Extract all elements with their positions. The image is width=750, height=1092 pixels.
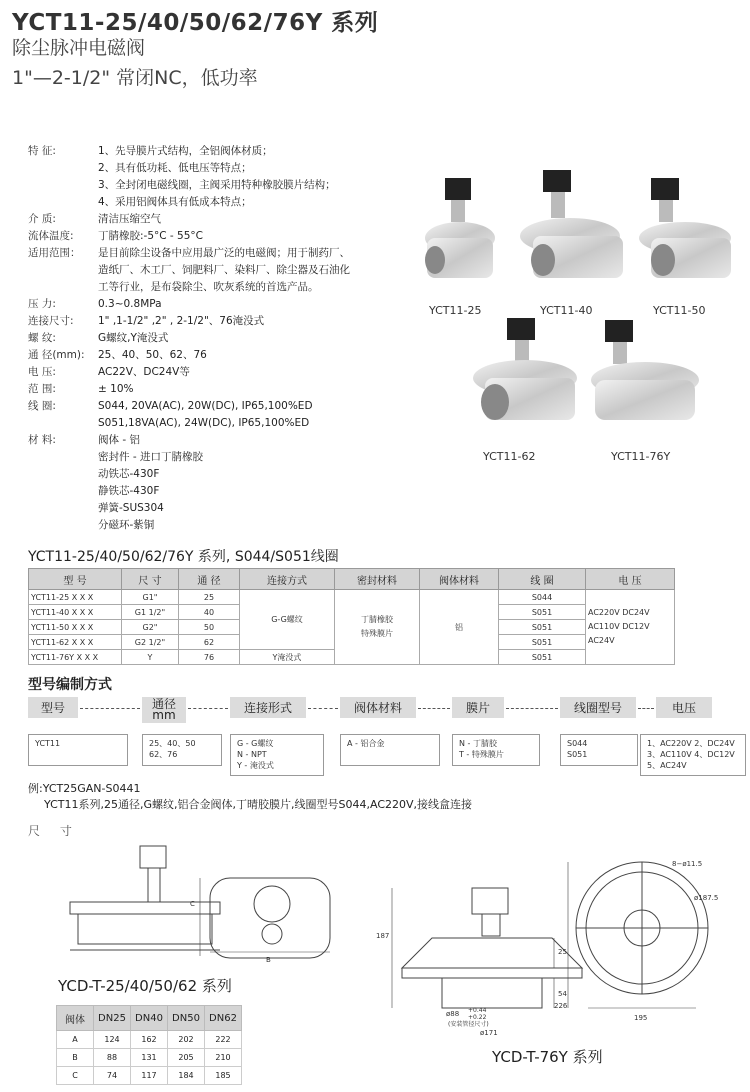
dim-header-cell: DN40: [131, 1006, 168, 1031]
code-value-line: N - 丁腈胶: [459, 739, 497, 748]
feature-value: ± 10%: [98, 383, 134, 395]
spec-seal-0: 丁腈橡胶: [361, 615, 393, 624]
feature-row: [28, 330, 350, 347]
spec-size: G2 1/2": [122, 635, 179, 650]
dim-label-tol-lower: +0.22: [468, 1014, 487, 1021]
code-value-line: 5、AC24V: [647, 761, 687, 770]
feature-key: 压 力:: [28, 298, 56, 310]
dim-label-tol-upper: +0.44: [468, 1007, 487, 1014]
dim-cell: 205: [168, 1049, 205, 1067]
dim-label-note: (安装管径尺寸): [448, 1021, 489, 1028]
spec-size: G2": [122, 620, 179, 635]
dim-cell: A: [57, 1031, 94, 1049]
feature-value: 3、全封闭电磁线圈，主阀采用特种橡胶膜片结构；: [98, 179, 336, 191]
dim-label-195: 195: [634, 1014, 648, 1022]
table-row: [57, 1031, 242, 1049]
feature-key: [28, 262, 98, 279]
dim-cell: 162: [131, 1031, 168, 1049]
code-value-coil: [560, 734, 638, 766]
spec-voltage: [586, 590, 675, 665]
feature-row: [28, 279, 350, 296]
code-connector: [80, 708, 140, 709]
feature-key: [28, 466, 98, 483]
feature-value: 工等行业，是布袋除尘、吹灰系统的首选产品。: [98, 281, 319, 293]
feature-key: 流体温度:: [28, 230, 74, 242]
feature-row: [28, 398, 350, 415]
feature-value: 25、40、50、62、76: [98, 349, 207, 361]
example-description: YCT11系列,25通径,G螺纹,铝合金阀体,丁晴胶膜片,线圈型号S044,AC220V,接线盒连接: [44, 798, 473, 811]
code-value-body: [340, 734, 440, 766]
feature-key: [28, 449, 98, 466]
feature-value: 1" ,1-1/2" ,2" , 2-1/2"、76淹没式: [98, 315, 265, 327]
spec-table-title: YCT11-25/40/50/62/76Y 系列, S044/S051线圈: [28, 549, 339, 565]
feature-value: 弹簧-SUS304: [98, 502, 164, 514]
dim-label-171: ø171: [480, 1029, 498, 1037]
code-value-line: Y - 淹没式: [237, 761, 274, 770]
feature-row: [28, 347, 350, 364]
dim-cell: 88: [94, 1049, 131, 1067]
feature-key: 电 压:: [28, 366, 56, 378]
spec-header-cell: 尺 寸: [122, 569, 179, 590]
valve-photo-76y: [591, 320, 699, 420]
code-connector: [188, 708, 228, 709]
spec-connection-y: Y淹没式: [240, 650, 335, 665]
dim-header-cell: 阀体: [57, 1006, 94, 1031]
spec-coil: S051: [499, 635, 586, 650]
series-label-76y: YCD-T-76Y 系列: [492, 1048, 603, 1066]
code-header-diaphragm: 膜片: [452, 697, 504, 718]
feature-row: [28, 432, 350, 449]
table-row: [57, 1067, 242, 1085]
spec-voltage-2: AC24V: [588, 636, 615, 645]
feature-row: [28, 262, 350, 279]
spec-bore: 40: [179, 605, 240, 620]
feature-key: 线 圈:: [28, 400, 56, 412]
dim-cell: 124: [94, 1031, 131, 1049]
feature-row: [28, 296, 350, 313]
example-code: 例:YCT25GAN-S0441: [28, 782, 141, 795]
code-value-line: 3、AC110V 4、DC12V: [647, 750, 735, 759]
spec-header-cell: 电 压: [586, 569, 675, 590]
dim-label-187: 187: [376, 932, 390, 940]
dim-cell: 185: [205, 1067, 242, 1085]
feature-value: 清洁压缩空气: [98, 213, 161, 225]
dim-label-pcd: ø187.5: [694, 894, 719, 902]
feature-row: [28, 381, 350, 398]
spec-voltage-1: AC110V DC12V: [588, 622, 650, 631]
feature-row: [28, 143, 350, 160]
code-header-connection: 连接形式: [230, 697, 306, 718]
feature-key: 特 征:: [28, 145, 56, 157]
subtitle-size: 1"—2-1/2" 常闭NC，低功率: [12, 67, 258, 89]
subtitle-product: 除尘脉冲电磁阀: [12, 37, 146, 59]
feature-key: [28, 194, 98, 211]
dim-cell: B: [57, 1049, 94, 1067]
feature-row: [28, 483, 350, 500]
code-value-line: 25、40、50: [149, 739, 196, 748]
feature-value: S044, 20VA(AC), 20W(DC), IP65,100%ED: [98, 400, 313, 412]
feature-value: 是目前除尘设备中应用最广泛的电磁阀；用于制药厂、: [98, 247, 350, 259]
spec-seal: [335, 590, 420, 665]
feature-key: 通 径(mm):: [28, 349, 85, 361]
feature-row: [28, 415, 350, 432]
spec-coil: S051: [499, 650, 586, 665]
product-label-1: YCT11-40: [540, 304, 593, 317]
spec-coil: S051: [499, 620, 586, 635]
feature-value: 2、具有低功耗、低电压等特点；: [98, 162, 252, 174]
model-code-title: 型号编制方式: [28, 677, 112, 693]
dim-cell: 210: [205, 1049, 242, 1067]
code-connector: [638, 708, 654, 709]
code-value-line: YCT11: [35, 739, 61, 748]
dim-label-226: 226: [554, 1002, 568, 1010]
feature-key: [28, 160, 98, 177]
feature-row: [28, 211, 350, 228]
table-row: [29, 590, 675, 605]
dimension-drawing-25-62: [40, 838, 340, 970]
feature-row: [28, 364, 350, 381]
feature-key: [28, 500, 98, 517]
feature-value: 1、先导膜片式结构，全铝阀体材质；: [98, 145, 273, 157]
code-connector: [308, 708, 338, 709]
spec-size: G1": [122, 590, 179, 605]
dimension-table: [56, 1005, 242, 1085]
feature-key: [28, 415, 98, 432]
dim-label-25: 25: [558, 948, 567, 956]
feature-list: [28, 143, 350, 534]
spec-size: Y: [122, 650, 179, 665]
code-value-line: S044: [567, 739, 588, 748]
valve-photo-62: [473, 318, 577, 420]
spec-header-cell: 连接方式: [240, 569, 335, 590]
code-value-diaphragm: [452, 734, 540, 766]
feature-row: [28, 177, 350, 194]
feature-value: 静铁芯-430F: [98, 485, 160, 497]
spec-model: YCT11-25 X X X: [29, 590, 122, 605]
feature-value: 分磁环-紫铜: [98, 519, 155, 531]
feature-row: [28, 245, 350, 262]
spec-table: [28, 568, 675, 665]
dim-label-holes: 8−ø11.5: [672, 860, 703, 868]
code-header-voltage: 电压: [656, 697, 712, 718]
feature-value: 阀体 - 铝: [98, 434, 140, 446]
code-value-connection: [230, 734, 324, 776]
dim-cell: 222: [205, 1031, 242, 1049]
dim-label-c: C: [190, 900, 195, 908]
spec-header-cell: 阀体材料: [420, 569, 499, 590]
feature-row: [28, 466, 350, 483]
spec-body: 铝: [420, 590, 499, 665]
product-label-3: YCT11-62: [483, 450, 536, 463]
spec-header-cell: 型 号: [29, 569, 122, 590]
code-value-line: S051: [567, 750, 588, 759]
spec-size: G1 1/2": [122, 605, 179, 620]
feature-value: S051,18VA(AC), 24W(DC), IP65,100%ED: [98, 417, 310, 429]
code-value-line: T - 特殊膜片: [459, 750, 504, 759]
feature-row: [28, 313, 350, 330]
feature-value: 丁腈橡胶:-5°C - 55°C: [98, 230, 203, 242]
dim-cell: 202: [168, 1031, 205, 1049]
spec-model: YCT11-40 X X X: [29, 605, 122, 620]
code-value-line: G - G螺纹: [237, 739, 274, 748]
feature-key: 连接尺寸:: [28, 315, 74, 327]
feature-value: 动铁芯-430F: [98, 468, 160, 480]
code-value-line: 62、76: [149, 750, 178, 759]
table-row: [57, 1049, 242, 1067]
product-photos: [415, 168, 745, 468]
code-header-bore-unit: mm: [152, 708, 176, 722]
code-header-bore-label: 通径: [151, 697, 176, 711]
dim-label-88: ø88: [446, 1010, 460, 1018]
feature-value: 4、采用铝阀体具有低成本特点；: [98, 196, 252, 208]
code-connector: [418, 708, 450, 709]
dim-cell: 74: [94, 1067, 131, 1085]
spec-model: YCT11-62 X X X: [29, 635, 122, 650]
valve-photo-40: [520, 170, 623, 278]
valve-photo-25: [425, 178, 495, 278]
dim-label-54: 54: [558, 990, 567, 998]
code-value-line: 1、AC220V 2、DC24V: [647, 739, 735, 748]
spec-header-cell: 密封材料: [335, 569, 420, 590]
code-header-coil: 线圈型号: [560, 697, 636, 718]
spec-seal-1: 特殊膜片: [361, 629, 393, 638]
feature-row: [28, 449, 350, 466]
spec-voltage-0: AC220V DC24V: [588, 608, 650, 617]
feature-row: [28, 160, 350, 177]
code-value-model: [28, 734, 128, 766]
spec-coil: S051: [499, 605, 586, 620]
spec-header-cell: 线 圈: [499, 569, 586, 590]
code-value-bore: [142, 734, 222, 766]
dim-cell: 117: [131, 1067, 168, 1085]
spec-header-cell: 通 径: [179, 569, 240, 590]
dim-header-cell: DN62: [205, 1006, 242, 1031]
feature-key: [28, 483, 98, 500]
feature-key: [28, 279, 98, 296]
dim-cell: 131: [131, 1049, 168, 1067]
spec-bore: 76: [179, 650, 240, 665]
product-label-0: YCT11-25: [429, 304, 482, 317]
feature-key: 螺 纹:: [28, 332, 56, 344]
code-header-model: 型号: [28, 697, 78, 718]
feature-value: AC22V、DC24V等: [98, 366, 190, 378]
code-connector: [506, 708, 558, 709]
feature-row: [28, 228, 350, 245]
spec-bore: 62: [179, 635, 240, 650]
feature-row: [28, 194, 350, 211]
feature-key: 范 围:: [28, 383, 56, 395]
feature-value: 0.3~0.8MPa: [98, 298, 162, 310]
code-header-body: 阀体材料: [340, 697, 416, 718]
code-value-line: A - 铝合金: [347, 739, 385, 748]
dim-cell: C: [57, 1067, 94, 1085]
valve-photo-50: [639, 178, 731, 278]
spec-coil: S044: [499, 590, 586, 605]
feature-key: 适用范围：: [28, 247, 81, 259]
product-label-2: YCT11-50: [653, 304, 706, 317]
spec-bore: 25: [179, 590, 240, 605]
code-header-bore: [142, 697, 186, 723]
dimension-drawing-76y: [372, 858, 748, 1038]
dim-header-cell: DN50: [168, 1006, 205, 1031]
spec-connection-g: G-G螺纹: [240, 590, 335, 650]
product-label-4: YCT11-76Y: [611, 450, 671, 463]
feature-row: [28, 500, 350, 517]
feature-value: 密封件 - 进口丁腈橡胶: [98, 451, 203, 463]
dimensions-title: 尺 寸: [28, 824, 80, 838]
feature-key: 介 质:: [28, 213, 56, 225]
feature-key: [28, 177, 98, 194]
spec-model: YCT11-76Y X X X: [29, 650, 122, 665]
dim-label-b: B: [266, 956, 271, 964]
feature-key: 材 料:: [28, 434, 56, 446]
spec-model: YCT11-50 X X X: [29, 620, 122, 635]
feature-key: [28, 517, 98, 534]
feature-value: 造纸厂、木工厂、饲肥料厂、染料厂、除尘器及石油化: [98, 264, 350, 276]
spec-bore: 50: [179, 620, 240, 635]
dim-header-cell: DN25: [94, 1006, 131, 1031]
series-label-25-62: YCD-T-25/40/50/62 系列: [58, 977, 232, 995]
feature-row: [28, 517, 350, 534]
code-value-line: N - NPT: [237, 750, 267, 759]
dim-cell: 184: [168, 1067, 205, 1085]
code-value-voltage: [640, 734, 746, 776]
feature-value: G螺纹,Y淹没式: [98, 332, 169, 344]
page-title: YCT11-25/40/50/62/76Y 系列: [12, 10, 379, 36]
